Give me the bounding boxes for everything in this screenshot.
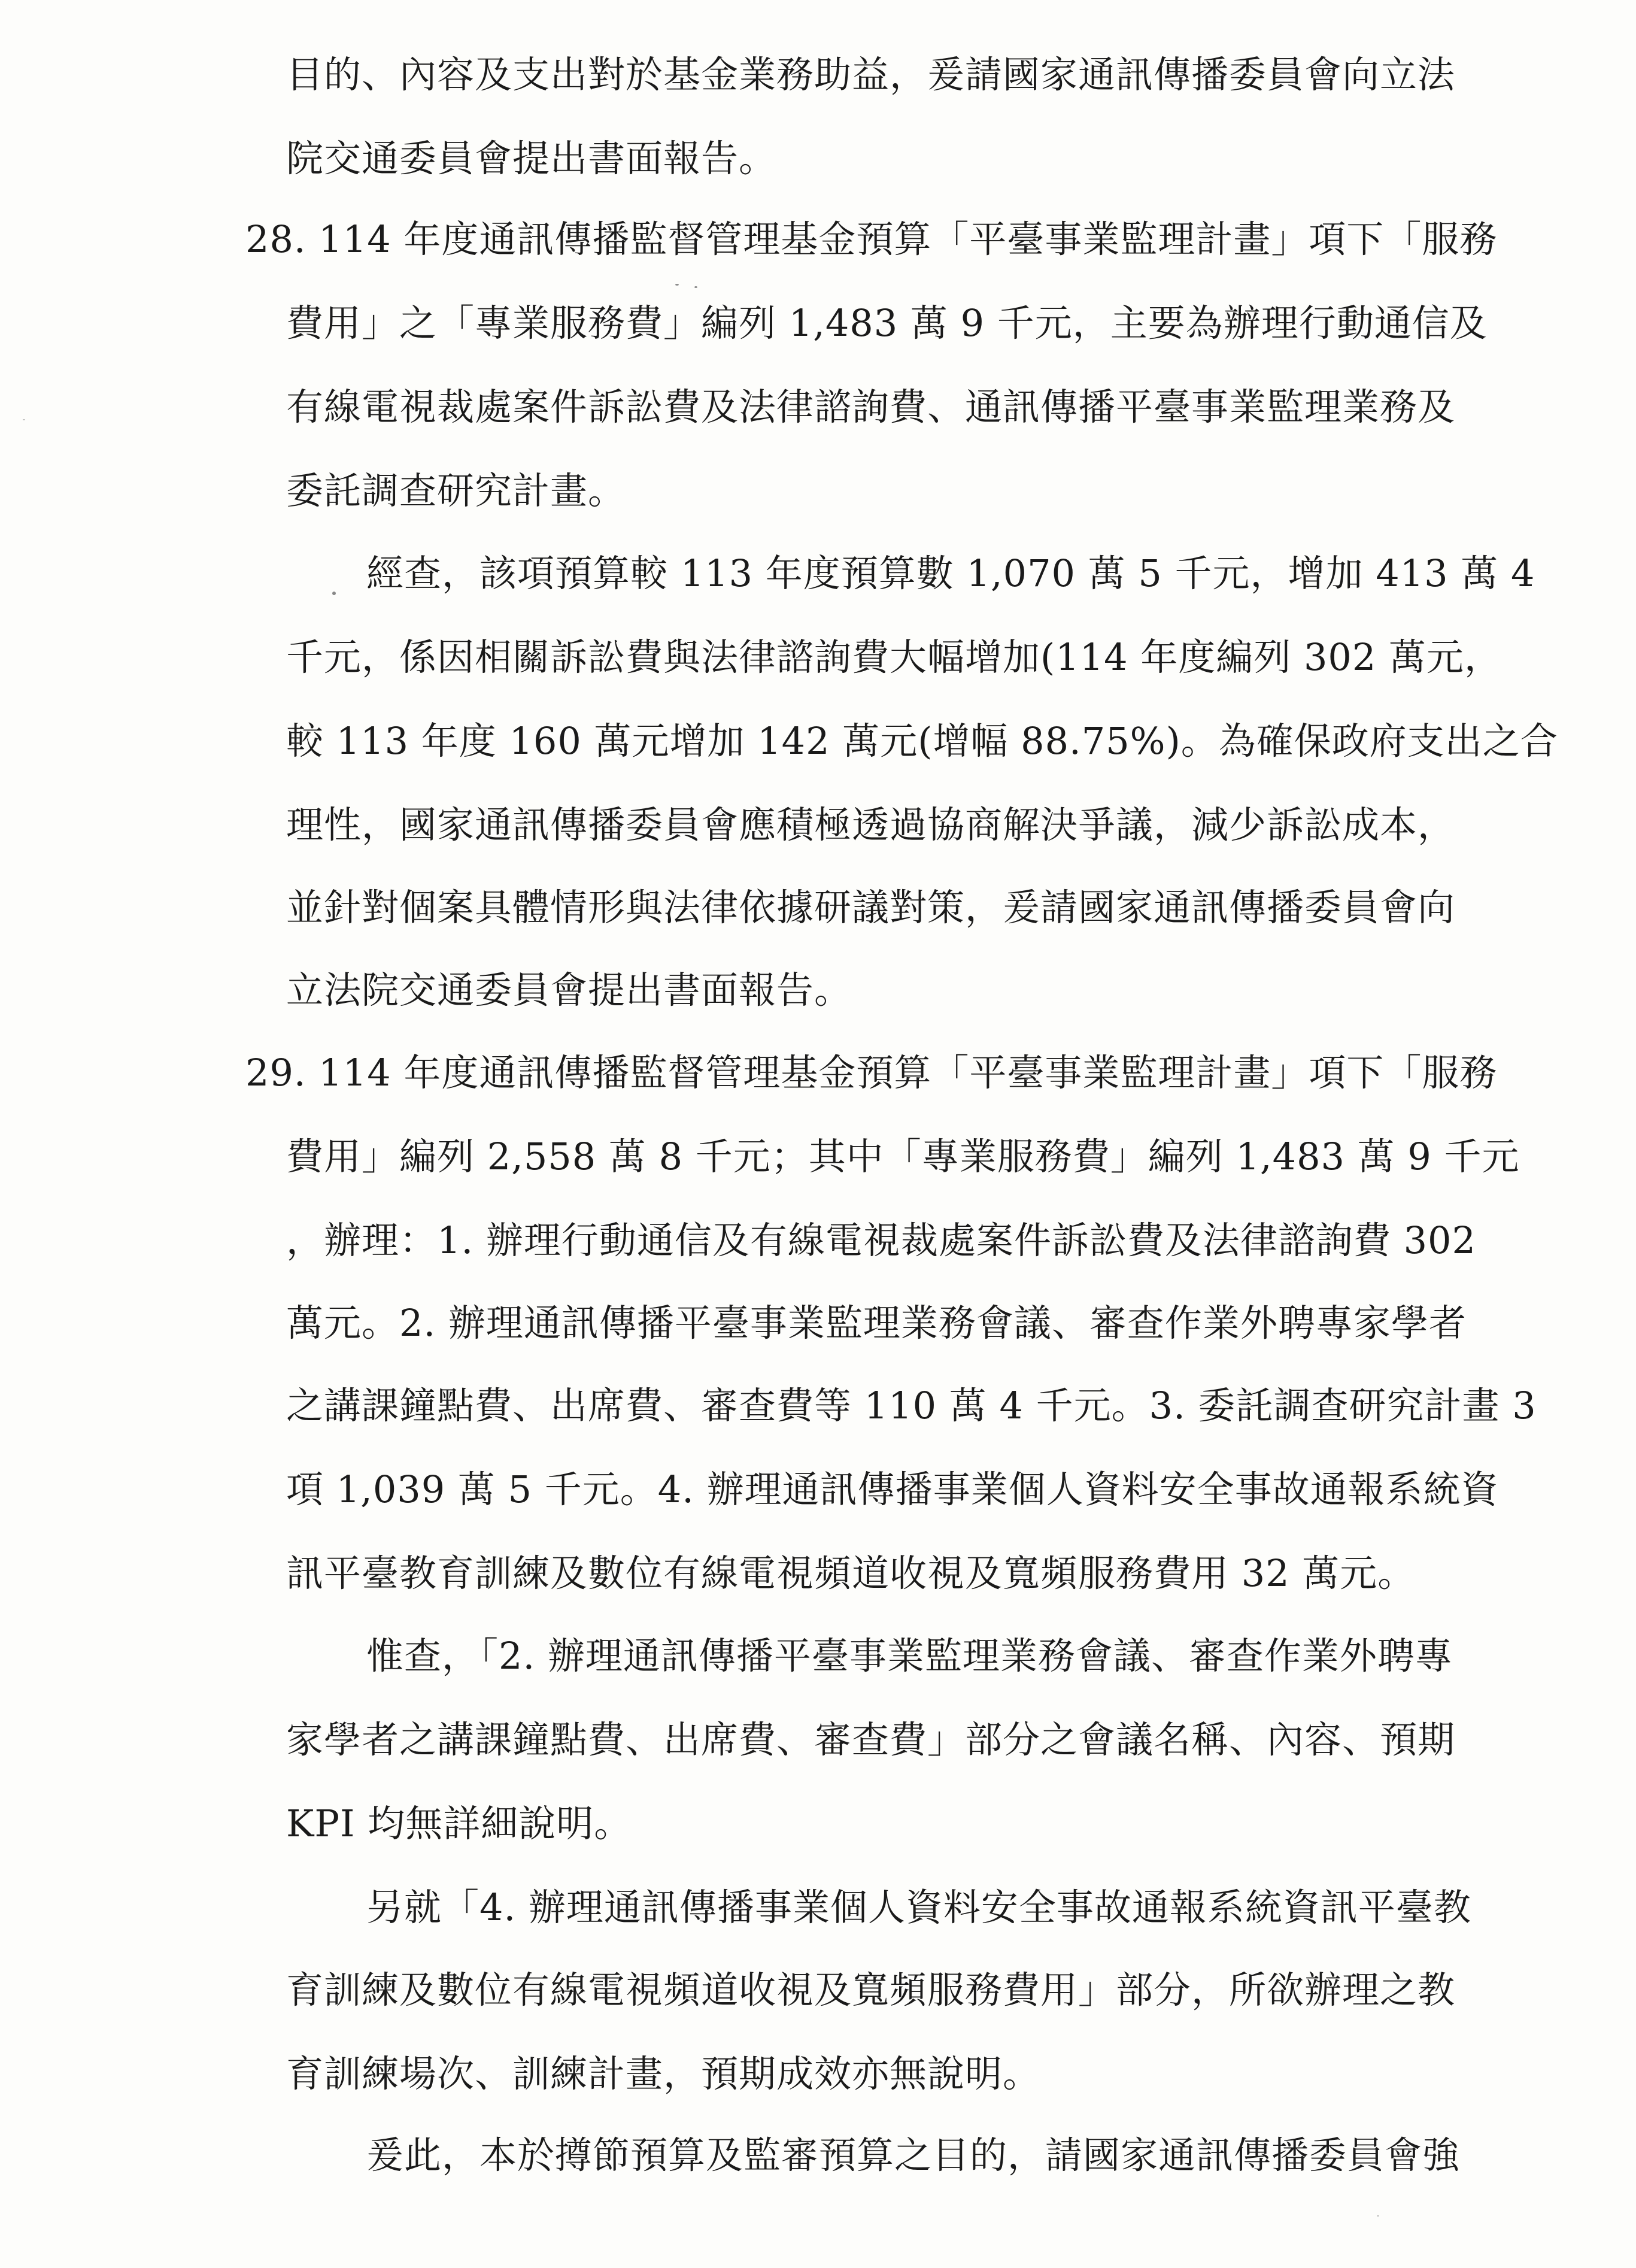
text-line: 惟查，「2. 辦理通訊傳播平臺事業監理業務會議、審查作業外聘專 — [366, 1634, 1453, 1678]
text-line: 立法院交通委員會提出書面報告。 — [286, 968, 852, 1012]
scan-speck — [1377, 2215, 1379, 2217]
text-line: 理性，國家通訊傳播委員會應積極透過協商解決爭議，減少訴訟成本， — [286, 803, 1456, 847]
text-line: 爰此，本於撙節預算及監審預算之目的，請國家通訊傳播委員會強 — [366, 2133, 1461, 2177]
text-line: 項 1,039 萬 5 千元。4. 辦理通訊傳播事業個人資料安全事故通報系統資 — [286, 1467, 1499, 1511]
text-line: ，辦理：1. 辦理行動通信及有線電視裁處案件訴訟費及法律諮詢費 302 — [286, 1218, 1476, 1262]
text-line: 並針對個案具體情形與法律依據研議對策，爰請國家通訊傳播委員會向 — [286, 886, 1456, 929]
text-line: 院交通委員會提出書面報告。 — [286, 137, 777, 180]
scan-speck — [694, 286, 697, 288]
text-line: 費用」編列 2,558 萬 8 千元；其中「專業服務費」編列 1,483 萬 9 千元 — [286, 1135, 1520, 1178]
item-28-heading-line: 28. 114 年度通訊傳播監督管理基金預算「平臺事業監理計畫」項下「服務 — [245, 217, 1498, 261]
text-line: 萬元。2. 辦理通訊傳播平臺事業監理業務會議、審查作業外聘專家學者 — [286, 1301, 1467, 1345]
text-line: 較 113 年度 160 萬元增加 142 萬元(增幅 88.75%)。為確保政府支出之合 — [286, 719, 1558, 763]
text-line: 育訓練場次、訓練計畫，預期成效亦無說明。 — [286, 2052, 1041, 2096]
text-line: 經查，該項預算較 113 年度預算數 1,070 萬 5 千元，增加 413 萬 4 — [366, 551, 1535, 595]
text-line: 目的、內容及支出對於基金業務助益，爰請國家通訊傳播委員會向立法 — [286, 53, 1456, 96]
scan-speck — [332, 592, 336, 595]
item-29-heading-line: 29. 114 年度通訊傳播監督管理基金預算「平臺事業監理計畫」項下「服務 — [245, 1051, 1498, 1094]
text-line: 家學者之講課鐘點費、出席費、審查費」部分之會議名稱、內容、預期 — [286, 1718, 1456, 1761]
text-line: 有線電視裁處案件訴訟費及法律諮詢費、通訊傳播平臺事業監理業務及 — [286, 385, 1456, 429]
text-line: 費用」之「專業服務費」編列 1,483 萬 9 千元，主要為辦理行動通信及 — [286, 301, 1488, 345]
scan-speck — [675, 284, 679, 286]
text-line: 另就「4. 辦理通訊傳播事業個人資料安全事故通報系統資訊平臺教 — [366, 1885, 1471, 1929]
text-line: KPI 均無詳細說明。 — [286, 1802, 632, 1845]
text-line: 千元，係因相關訴訟費與法律諮詢費大幅增加(114 年度編列 302 萬元， — [286, 635, 1502, 679]
text-line: 委託調查研究計畫。 — [286, 469, 626, 513]
text-line: 訊平臺教育訓練及數位有線電視頻道收視及寬頻服務費用 32 萬元。 — [286, 1551, 1416, 1595]
text-line: 育訓練及數位有線電視頻道收視及寬頻服務費用」部分，所欲辦理之教 — [286, 1968, 1456, 2012]
text-line: 之講課鐘點費、出席費、審查費等 110 萬 4 千元。3. 委託調查研究計畫 3 — [286, 1384, 1537, 1427]
scan-speck — [23, 419, 25, 420]
